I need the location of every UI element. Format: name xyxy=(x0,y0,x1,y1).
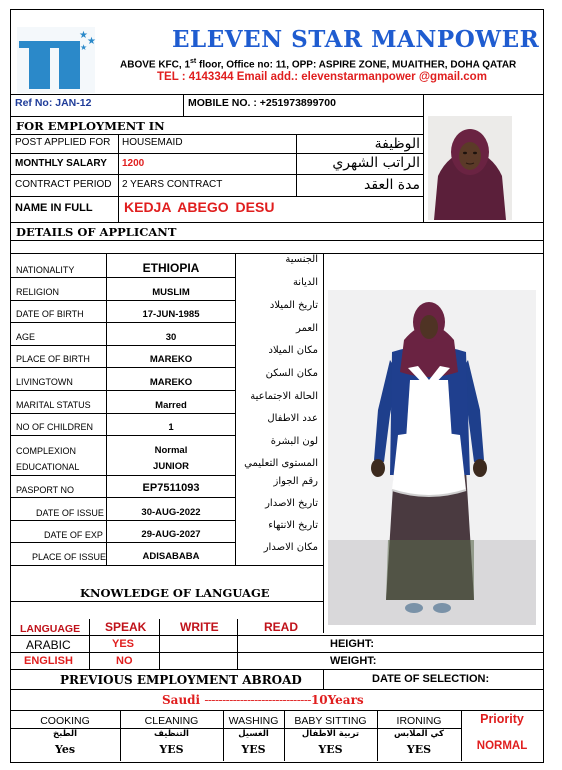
contract-period-arabic: مدة العقد xyxy=(364,177,420,193)
baby-sitting-arabic: تربية الاطفال xyxy=(301,729,360,739)
age-arabic: العمر xyxy=(296,323,318,334)
read-column-header: READ xyxy=(264,620,299,634)
age-value: 30 xyxy=(165,332,177,343)
arabic-speak: YES xyxy=(112,638,135,650)
marital-status-label: MARITAL STATUS xyxy=(16,400,91,410)
monthly-salary-arabic: الراتب الشهري xyxy=(332,155,420,171)
date-of-exp-value: 29-AUG-2027 xyxy=(141,529,201,540)
children-arabic: عدد الاطفال xyxy=(267,413,318,424)
nationality-label: NATIONALITY xyxy=(16,265,75,275)
date-of-exp-arabic: تاريخ الانتهاء xyxy=(268,520,318,531)
full-name-value: KEDJA ABEGO DESU xyxy=(124,199,275,215)
contract-period-value: 2 YEARS CONTRACT xyxy=(122,179,223,190)
marital-status-value: Marred xyxy=(155,400,187,411)
company-contact: TEL : 4143344 Email add.: elevenstarmanpower @gmail.com xyxy=(157,71,487,83)
language-heading: KNOWLEDGE OF LANGUAGE xyxy=(80,586,270,600)
nationality-arabic: الجنسية xyxy=(285,254,318,265)
company-logo: ★ ★ ★ xyxy=(17,27,95,93)
post-applied-label: POST APPLIED FOR xyxy=(15,137,111,148)
weight-label: WEIGHT: xyxy=(330,655,377,667)
livingtown-label: LIVINGTOWN xyxy=(16,377,73,387)
religion-arabic: الديانة xyxy=(292,277,318,288)
place-of-issue-value: ADISABABA xyxy=(142,551,200,562)
post-applied-arabic: الوظيفة xyxy=(374,136,420,152)
passport-arabic: رقم الجواز xyxy=(273,476,318,487)
nationality-value: ETHIOPIA xyxy=(142,261,200,275)
passport-value: EP7511093 xyxy=(142,482,200,494)
date-of-birth-label: DATE OF BIRTH xyxy=(16,309,84,319)
write-column-header: WRITE xyxy=(180,620,219,634)
arabic-language: ARABIC xyxy=(26,638,71,652)
educational-arabic: المستوى التعليمي xyxy=(244,458,318,469)
monthly-salary-label: MONTHLY SALARY xyxy=(15,158,107,169)
company-address: ABOVE KFC, 1st floor, Office no: 11, OPP: ASPIRE ZONE, MUAITHER, DOHA QATAR xyxy=(120,58,517,71)
date-of-issue-arabic: تاريخ الاصدار xyxy=(265,498,318,509)
ironing-arabic: كي الملابس xyxy=(394,729,444,739)
complexion-arabic: لون البشرة xyxy=(270,436,318,447)
cleaning-label: CLEANING xyxy=(144,715,199,727)
contract-period-label: CONTRACT PERIOD xyxy=(15,179,112,190)
place-of-birth-label: PLACE OF BIRTH xyxy=(16,354,90,364)
marital-status-arabic: الحالة الاجتماعية xyxy=(250,391,318,402)
full-name-label: NAME IN FULL xyxy=(15,202,93,214)
ironing-label: IRONING xyxy=(396,715,442,727)
post-applied-value: HOUSEMAID xyxy=(122,137,183,148)
educational-label: EDUCATIONAL xyxy=(16,462,80,472)
baby-sitting-value: YES xyxy=(318,743,343,756)
priority-label: Priority xyxy=(480,712,524,726)
previous-employment-value: Saudi ------------------------------10Years xyxy=(162,693,364,707)
height-label: HEIGHT: xyxy=(330,638,374,650)
place-of-birth-arabic: مكان الميلاد xyxy=(268,345,318,356)
complexion-value: Normal xyxy=(154,445,188,456)
mobile-number: MOBILE NO. : +251973899700 xyxy=(188,97,336,109)
children-value: 1 xyxy=(168,422,174,433)
date-of-issue-label: DATE OF ISSUE xyxy=(36,508,104,518)
ref-number: Ref No: JAN-12 xyxy=(15,97,92,109)
washing-value: YES xyxy=(241,743,266,756)
applicant-full-photo xyxy=(328,290,536,625)
date-of-exp-label: DATE OF EXP xyxy=(44,530,103,540)
date-of-birth-arabic: تاريخ الميلاد xyxy=(269,300,318,311)
washing-label: WASHING xyxy=(228,715,279,727)
date-of-issue-value: 30-AUG-2022 xyxy=(141,507,201,518)
washing-arabic: الغسيل xyxy=(238,729,269,739)
age-label: AGE xyxy=(16,332,36,342)
previous-employment-heading: PREVIOUS EMPLOYMENT ABROAD xyxy=(60,673,302,687)
english-speak: NO xyxy=(116,655,133,667)
complexion-label: COMPLEXION xyxy=(16,446,77,456)
details-heading: DETAILS OF APPLICANT xyxy=(16,225,177,239)
date-of-selection-label: DATE OF SELECTION: xyxy=(372,673,490,685)
ironing-value: YES xyxy=(406,743,432,756)
cooking-label: COOKING xyxy=(40,715,90,727)
religion-value: MUSLIM xyxy=(152,287,190,298)
passport-label: PASPORT NO xyxy=(16,485,75,495)
language-column-header: LANGUAGE xyxy=(20,623,81,635)
baby-sitting-label: BABY SITTING xyxy=(294,715,367,727)
english-language: ENGLISH xyxy=(24,655,73,667)
speak-column-header: SPEAK xyxy=(105,620,147,634)
educational-value: JUNIOR xyxy=(153,461,189,472)
cooking-arabic: الطبخ xyxy=(53,729,77,739)
cleaning-value: YES xyxy=(159,743,184,756)
place-of-issue-label: PLACE OF ISSUE xyxy=(32,552,107,562)
monthly-salary-value: 1200 xyxy=(122,158,145,169)
employment-heading: FOR EMPLOYMENT IN xyxy=(16,119,165,133)
livingtown-value: MAREKO xyxy=(149,377,193,388)
cooking-value: Yes xyxy=(54,743,76,756)
cleaning-arabic: التنظيف xyxy=(154,729,189,739)
place-of-birth-value: MAREKO xyxy=(149,354,193,365)
date-of-birth-value: 17-JUN-1985 xyxy=(142,309,200,320)
children-label: NO OF CHILDREN xyxy=(16,422,94,432)
livingtown-arabic: مكان السكن xyxy=(265,368,318,379)
religion-label: RELIGION xyxy=(16,287,60,297)
company-name: ELEVEN STAR MANPOWER xyxy=(172,26,540,53)
place-of-issue-arabic: مكان الاصدار xyxy=(263,542,318,553)
priority-value: NORMAL xyxy=(476,740,528,752)
applicant-portrait xyxy=(428,116,512,220)
